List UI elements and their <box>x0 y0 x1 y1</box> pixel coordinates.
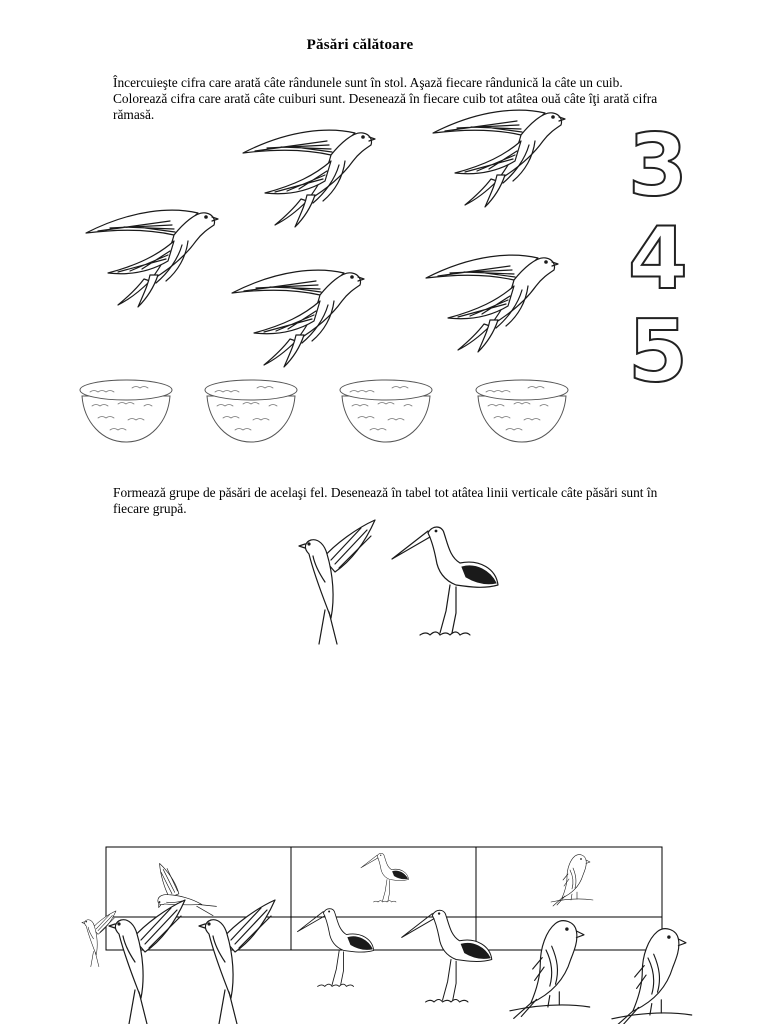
swallow-icon <box>82 911 116 967</box>
digit-five[interactable]: 5 <box>628 302 688 402</box>
digit-three[interactable]: 3 <box>628 116 688 216</box>
sparrow-icon <box>612 929 692 1024</box>
digit-four[interactable]: 4 <box>628 209 688 309</box>
page-title: Păsări călătoare <box>306 37 414 53</box>
swallow-icon <box>109 900 185 1024</box>
stork-icon <box>361 853 409 902</box>
sparrow-icon <box>551 855 593 906</box>
instruction-circle-digit: Încercuieşte cifra care arată câte rândunele sunt în stol. Aşază fiecare rândunică la câte un cuib. Colorează cifra care arată câte cuiburi sunt. Desenează în fiecare cuib tot atâtea ouă câte îţi arată cifra rămasă. <box>113 75 658 122</box>
stork-icon <box>297 909 373 987</box>
sparrow-icon <box>510 921 590 1019</box>
instruction-group-birds: Formează grupe de păsări de acelaşi fel. Desenează în tabel tot atâtea linii verticale câte păsări sunt în fiecare grupă. <box>113 485 658 516</box>
stork-icon <box>402 910 492 1002</box>
swallow-icon <box>199 900 275 1024</box>
